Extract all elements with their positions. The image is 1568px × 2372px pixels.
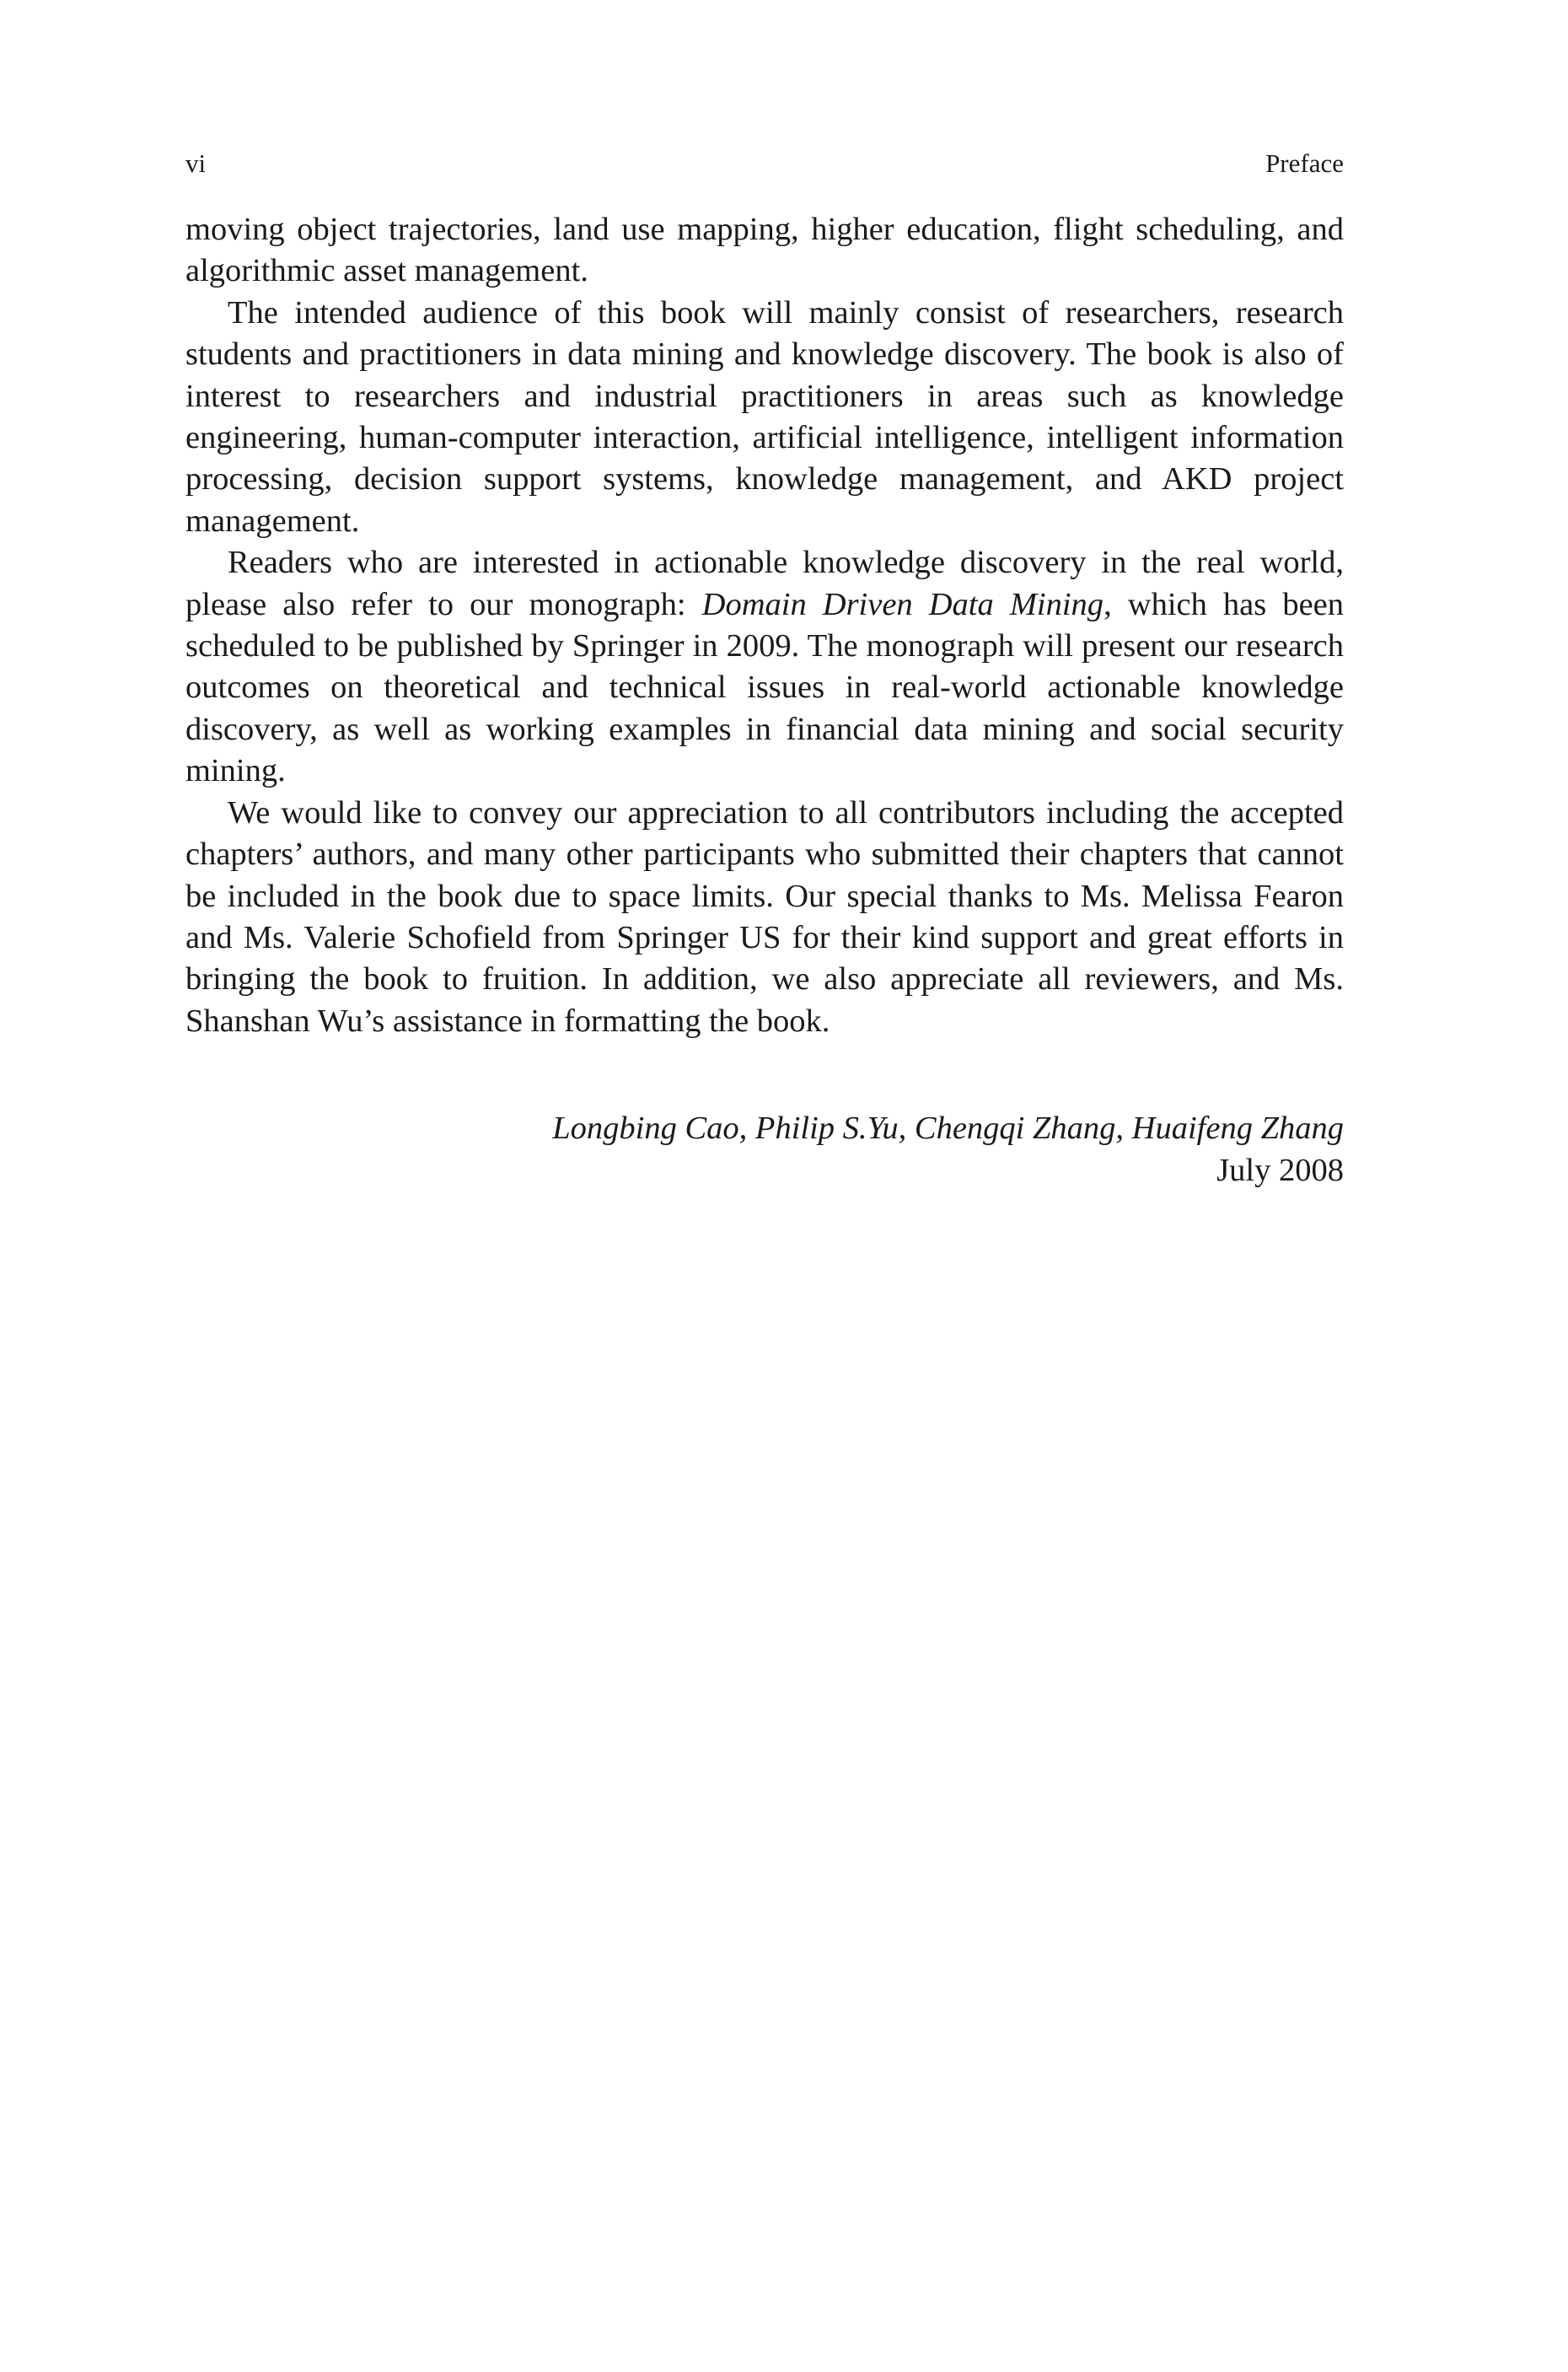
paragraph-2: The intended audience of this book will mainly consist of researchers, research students and practitioners in data mining and knowledge discovery. The book is also of interest to researchers and industrial practitioners in areas such as knowledge engineering, human-computer interaction, artificial intelligence, intelligent information processing, decision support systems, knowledge management, and AKD project management.	[185, 294, 1344, 539]
signature-block	[185, 1108, 1344, 1191]
signature-date: July 2008	[1216, 1152, 1344, 1188]
running-head	[185, 145, 1344, 182]
book-page	[185, 145, 1344, 1191]
paragraph-3	[185, 542, 1344, 792]
monograph-title: Domain Driven Data Mining	[701, 586, 1104, 622]
page-number: vi	[185, 148, 207, 178]
paragraph-1: moving object trajectories, land use mapping, higher education, flight scheduling, and algorithmic asset management.	[185, 212, 1344, 289]
paragraph-3-lead: Readers who are interested in actionable knowledge discovery in the real world, please also refer to our monograph:	[185, 545, 1344, 622]
author-names: Longbing Cao, Philip S.Yu, Chengqi Zhang, Huaifeng Zhang	[552, 1111, 1344, 1147]
paragraph-4: We would like to convey our appreciation to all contributors including the accepted chapters’ authors, and many other participants who submitted their chapters that cannot be included in the book due to space limits. Our special thanks to Ms. Melissa Fearon and Ms. Valerie Schofield from Springer US for their kind support and great efforts in bringing the book to fruition. In addition, we also appreciate all reviewers, and Ms. Shanshan Wu’s assistance in formatting the book.	[185, 794, 1344, 1039]
preface-body	[185, 209, 1344, 1042]
running-head-title: Preface	[1265, 148, 1344, 178]
paragraph-3-tail: , which has been scheduled to be published by Springer in 2009. The monograph will present our research outcomes on theoretical and technical issues in real-world actionable knowledge discovery, as well as working examples in financial data mining and social security mining.	[185, 586, 1345, 789]
